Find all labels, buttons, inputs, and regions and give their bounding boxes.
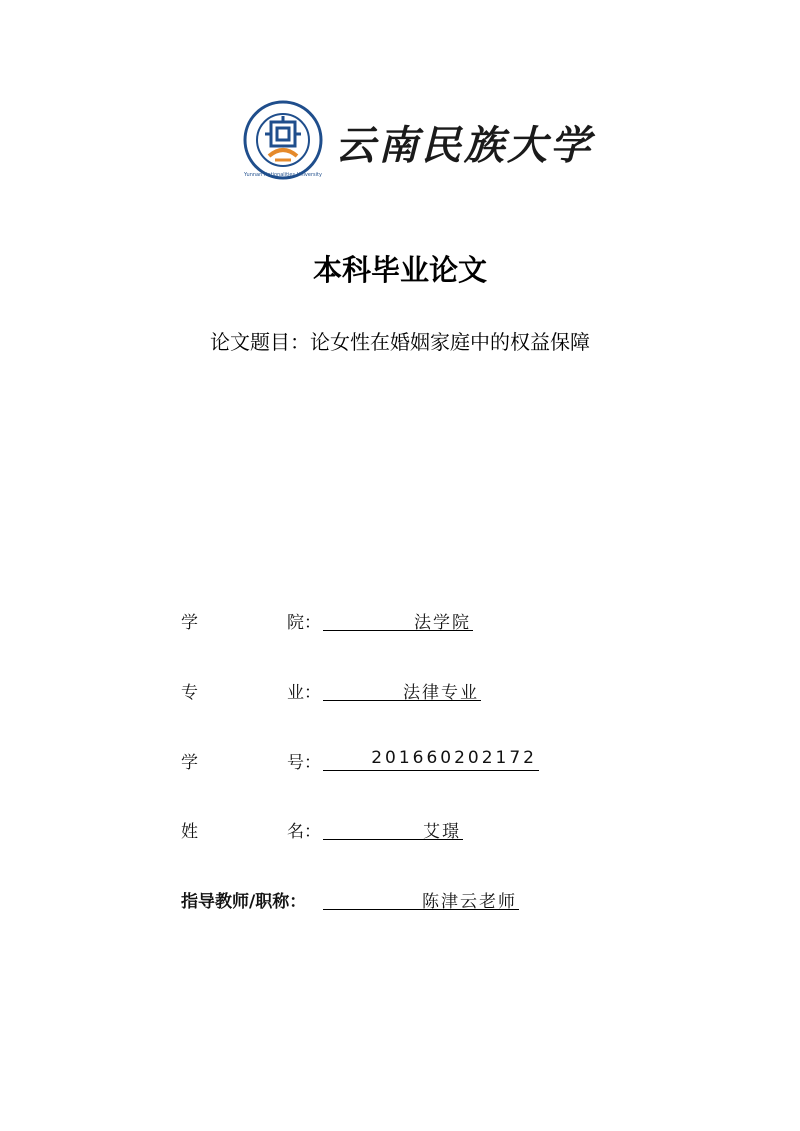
- university-seal-icon: [243, 100, 323, 180]
- info-label-char: 名：: [287, 822, 321, 842]
- info-label-char: 号：: [287, 753, 321, 773]
- info-row-advisor: [181, 887, 601, 913]
- seal-text: Yunnan Nationalities University: [244, 172, 322, 178]
- info-label-char: 业：: [287, 683, 321, 703]
- info-row-name: [181, 817, 601, 843]
- major-field: 法律专业: [323, 678, 481, 701]
- university-name: 云南民族大学: [335, 122, 593, 169]
- info-label-char: 姓: [181, 822, 198, 842]
- thesis-title: 论文题目：论女性在婚姻家庭中的权益保障: [210, 330, 590, 354]
- name-field: 艾璟: [323, 817, 463, 840]
- advisor-field: 陈津云老师: [323, 887, 519, 910]
- info-row-student-id: [181, 748, 601, 774]
- main-title: 本科毕业论文: [312, 253, 487, 287]
- info-row-major: [181, 678, 601, 704]
- college-field: 法学院: [323, 608, 473, 631]
- info-row-college: [181, 608, 601, 634]
- info-label-char: 学: [181, 613, 198, 633]
- info-label-char: 学: [181, 753, 198, 773]
- info-label-char: 院：: [287, 613, 321, 633]
- student-id-field: 201660202172: [323, 748, 539, 771]
- info-label-char: 专: [181, 683, 198, 703]
- advisor-label: 指导教师/职称：: [181, 892, 307, 912]
- university-logo: [243, 100, 593, 180]
